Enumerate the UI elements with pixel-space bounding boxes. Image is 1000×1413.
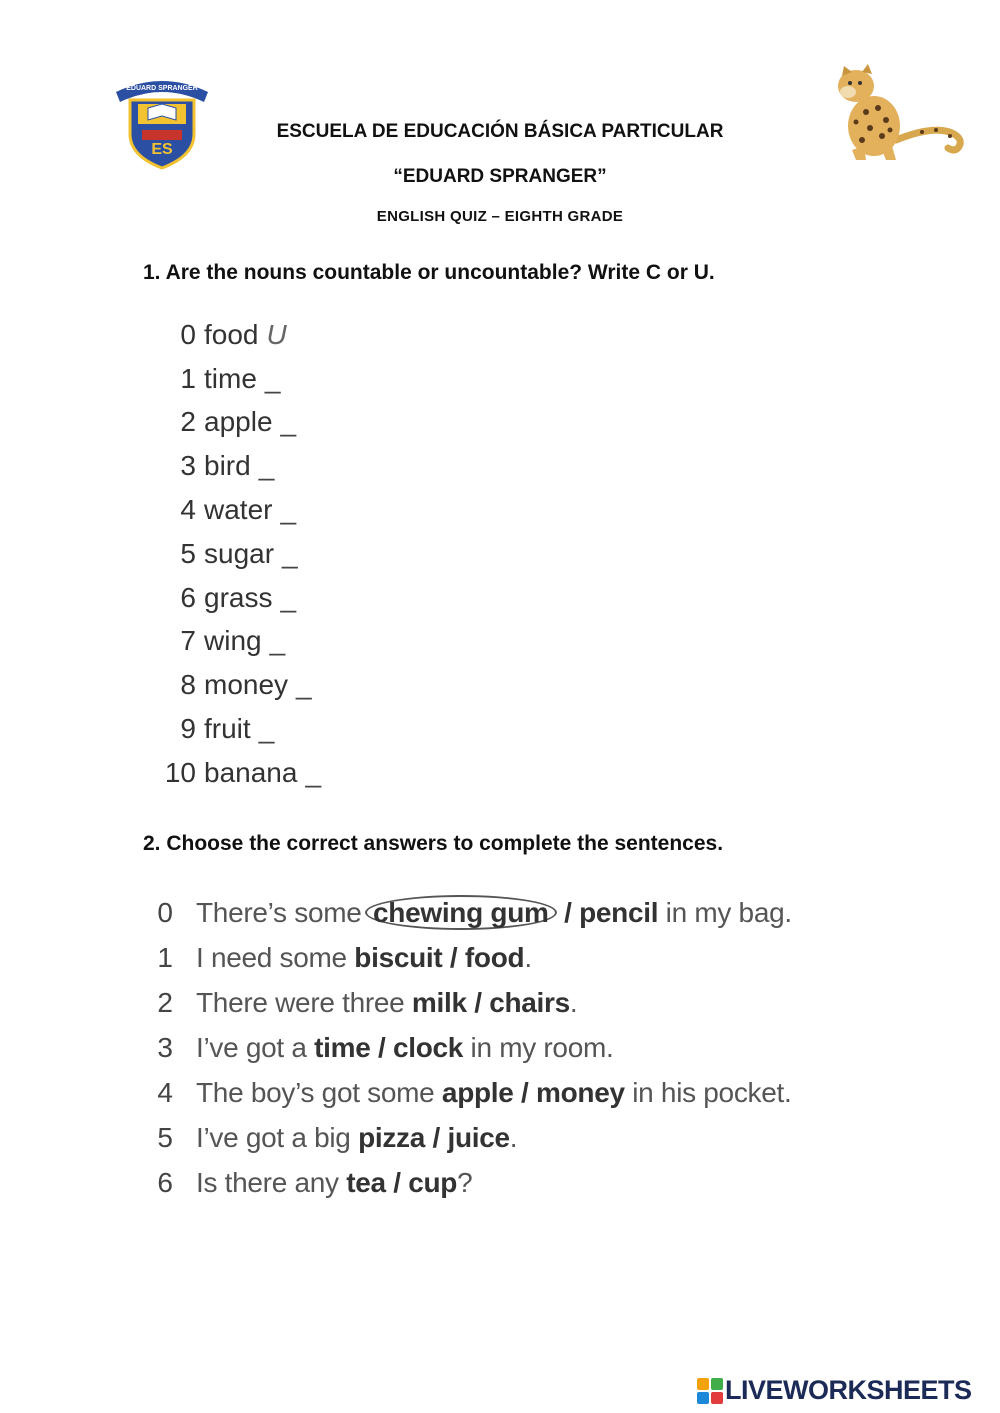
- item-number: 6: [180, 581, 196, 613]
- answer-blank[interactable]: _: [280, 494, 297, 526]
- answer-blank[interactable]: _: [280, 581, 297, 613]
- liveworksheets-brand[interactable]: [697, 1375, 972, 1406]
- answer-blank[interactable]: _: [282, 537, 298, 569]
- brand-name: LIVEWORKSHEETS: [725, 1375, 972, 1405]
- sentence-before: I’ve got a big: [196, 1121, 359, 1153]
- item-number: 7: [180, 625, 196, 657]
- noun-item-0: [160, 313, 321, 357]
- answer-blank[interactable]: _: [305, 756, 322, 788]
- option-separator: /: [425, 1121, 448, 1153]
- option-1[interactable]: biscuit: [354, 941, 443, 973]
- answer-blank[interactable]: _: [258, 450, 275, 482]
- sentence-item-2: [150, 980, 792, 1025]
- sentence-item-6: [150, 1160, 792, 1205]
- noun-item-8: [160, 663, 321, 707]
- noun-item-7: [160, 620, 321, 664]
- noun-word: water: [204, 494, 273, 526]
- option-2[interactable]: food: [464, 941, 525, 973]
- sentence-item-3: [150, 1025, 792, 1070]
- sentence-before: The boy’s got some: [196, 1076, 442, 1108]
- noun-item-4: [160, 488, 321, 532]
- noun-item-3: [160, 444, 321, 488]
- sentence-before: There were three: [196, 986, 412, 1018]
- noun-list: [160, 313, 321, 795]
- liveworksheets-logo-icon: [697, 1378, 723, 1404]
- sentence-text: [196, 987, 577, 1019]
- sentence-after: in my bag.: [658, 896, 792, 928]
- sentence-before: There’s some: [196, 896, 369, 928]
- sentence-text: [196, 1032, 613, 1064]
- leopard-icon: [826, 62, 968, 162]
- option-2[interactable]: pencil: [579, 896, 659, 928]
- answer-blank[interactable]: _: [296, 669, 312, 701]
- noun-word: wing: [204, 625, 262, 657]
- item-number: 6: [157, 1166, 173, 1198]
- item-number: 4: [157, 1076, 173, 1108]
- option-2[interactable]: clock: [392, 1031, 464, 1063]
- answer-blank[interactable]: _: [269, 625, 286, 657]
- answer-blank[interactable]: _: [258, 713, 275, 745]
- noun-item-5: [160, 532, 321, 576]
- svg-text:ES: ES: [151, 141, 173, 158]
- answer-blank[interactable]: _: [280, 406, 297, 438]
- sentence-item-1: [150, 935, 792, 980]
- option-2[interactable]: money: [536, 1076, 625, 1108]
- item-number: 8: [180, 669, 196, 701]
- sentence-text: [196, 1077, 791, 1109]
- item-number: 5: [157, 1121, 173, 1153]
- sentence-after: .: [509, 1121, 518, 1153]
- sentence-item-4: [150, 1070, 792, 1115]
- sentence-item-5: [150, 1115, 792, 1160]
- sentence-before: I need some: [196, 941, 355, 973]
- example-answer: U: [266, 318, 287, 350]
- item-number: 3: [157, 1031, 173, 1063]
- noun-item-6: [160, 576, 321, 620]
- item-number: 1: [180, 362, 196, 394]
- option-separator: /: [513, 1076, 537, 1108]
- question-2-heading: 2. Choose the correct answers to complete the sentences.: [143, 832, 724, 855]
- option-separator: /: [466, 986, 490, 1018]
- option-1[interactable]: apple: [441, 1076, 514, 1108]
- school-subtitle: “EDUARD SPRANGER”: [393, 166, 607, 187]
- option-1[interactable]: time: [314, 1031, 371, 1063]
- item-number: 2: [157, 986, 173, 1018]
- option-1-selected[interactable]: chewing gum: [365, 895, 557, 930]
- noun-word: bird: [204, 450, 251, 482]
- noun-word: money: [204, 669, 289, 701]
- option-1[interactable]: pizza: [358, 1121, 426, 1153]
- sentence-before: Is there any: [196, 1166, 347, 1198]
- question-1-heading: 1. Are the nouns countable or uncountable? Write C or U.: [143, 261, 715, 284]
- option-2[interactable]: chairs: [489, 986, 570, 1018]
- school-name: ESCUELA DE EDUCACIÓN BÁSICA PARTICULAR: [276, 121, 724, 142]
- sentence-after: in his pocket.: [624, 1076, 792, 1108]
- sentence-item-0: [150, 890, 792, 935]
- option-1[interactable]: milk: [411, 986, 467, 1018]
- sentence-after: .: [569, 986, 578, 1018]
- option-separator: /: [370, 1031, 393, 1063]
- sentence-text: [196, 942, 532, 974]
- sentence-text: [196, 1122, 517, 1154]
- sentence-after: .: [524, 941, 532, 973]
- quiz-title: ENGLISH QUIZ – EIGHTH GRADE: [376, 208, 624, 225]
- item-number: 1: [157, 941, 173, 973]
- item-number: 3: [180, 450, 196, 482]
- sentence-before: I’ve got a: [196, 1031, 315, 1063]
- sentence-after: ?: [457, 1166, 473, 1198]
- noun-item-10: [160, 751, 321, 795]
- item-number: 2: [180, 406, 196, 438]
- noun-item-1: [160, 357, 321, 401]
- option-2[interactable]: cup: [408, 1166, 458, 1198]
- sentence-list: [150, 890, 792, 1205]
- answer-blank[interactable]: _: [264, 362, 281, 394]
- option-1[interactable]: tea: [346, 1166, 386, 1198]
- noun-item-9: [160, 707, 321, 751]
- option-2[interactable]: juice: [447, 1121, 510, 1153]
- noun-word: time: [204, 362, 257, 394]
- option-separator: /: [442, 941, 465, 973]
- noun-word: apple: [204, 406, 273, 438]
- sentence-text: [196, 1167, 472, 1199]
- noun-word: food: [204, 318, 259, 350]
- item-number: 0: [157, 896, 173, 928]
- noun-word: fruit: [204, 713, 251, 745]
- sentence-text: [196, 897, 792, 929]
- item-number: 0: [180, 318, 196, 350]
- logo-text: EDUARD SPRANGER: [126, 85, 198, 92]
- item-number: 9: [180, 713, 196, 745]
- noun-word: grass: [204, 581, 273, 613]
- sentence-after: in my room.: [463, 1031, 614, 1063]
- noun-item-2: [160, 401, 321, 445]
- option-separator: /: [556, 896, 580, 928]
- item-number: 10: [164, 756, 196, 788]
- noun-word: sugar: [204, 537, 275, 569]
- item-number: 4: [180, 494, 196, 526]
- noun-word: banana: [204, 756, 298, 788]
- item-number: 5: [180, 537, 196, 569]
- option-separator: /: [385, 1166, 409, 1198]
